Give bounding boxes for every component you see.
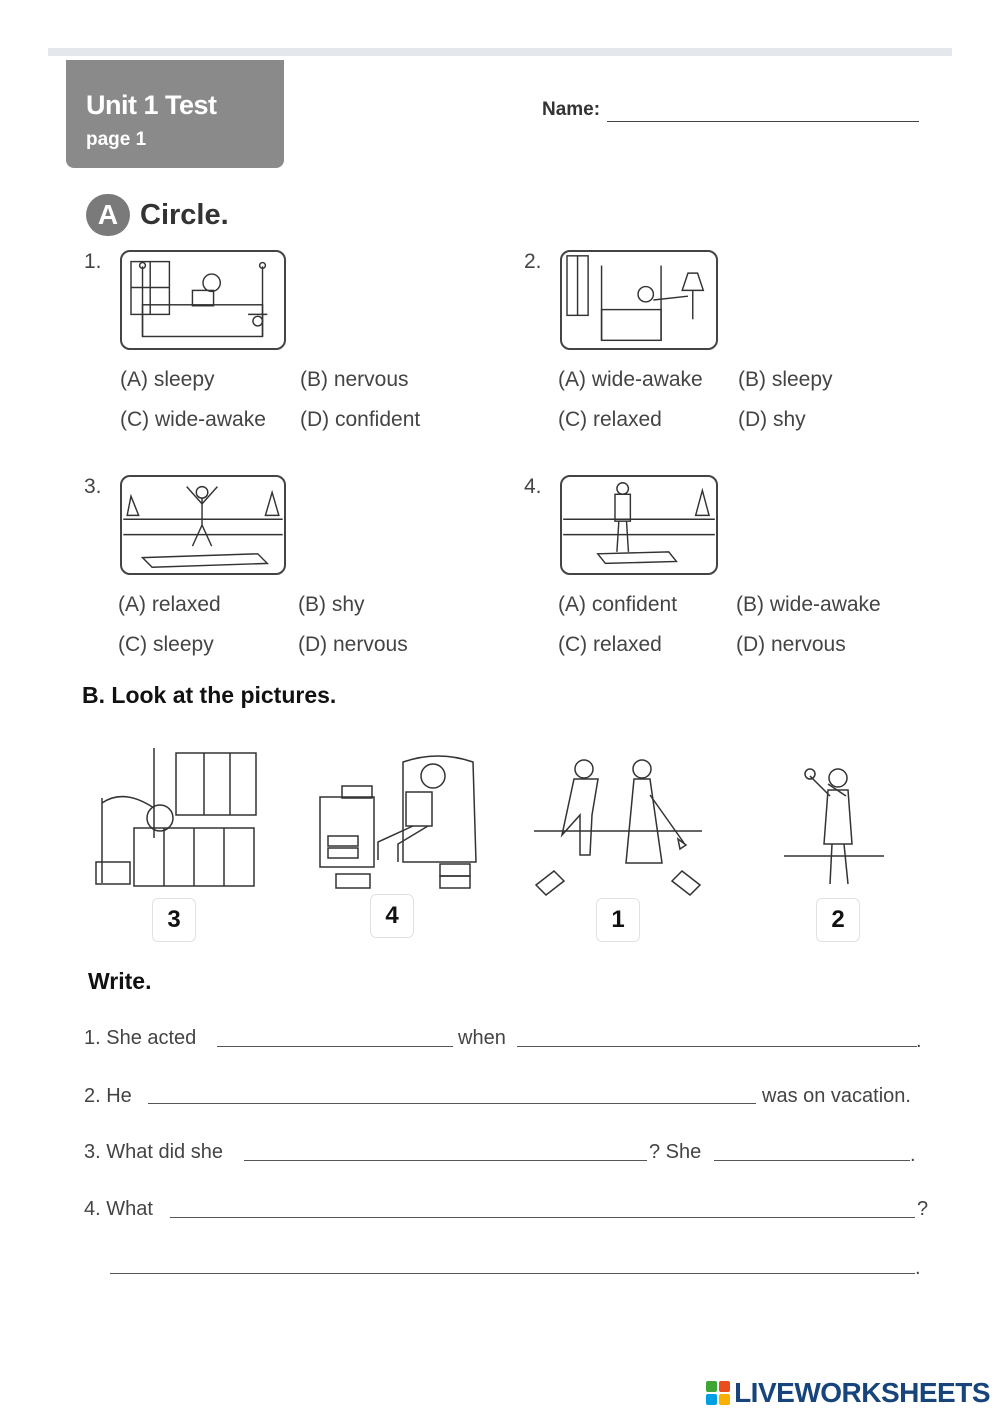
name-label: Name: <box>542 99 601 120</box>
logo-square-2 <box>719 1381 730 1392</box>
boy-jumping-on-stage-picture <box>120 475 286 575</box>
write-line-2-blank[interactable] <box>148 1103 756 1104</box>
answer-box-picture-4[interactable]: 2 <box>816 898 860 942</box>
section-b-title: B. Look at the pictures. <box>82 682 337 708</box>
test-title: Unit 1 Test <box>86 90 217 120</box>
section-a-title: Circle. <box>140 198 229 231</box>
children-acting-in-play-picture <box>534 755 702 901</box>
option-a[interactable]: (A) wide-awake <box>558 368 703 391</box>
logo-square-4 <box>719 1394 730 1405</box>
write-line-1-blank-1[interactable] <box>217 1046 453 1047</box>
test-header <box>66 60 284 168</box>
option-c[interactable]: (C) relaxed <box>558 633 662 656</box>
question-number: 3. <box>84 475 102 498</box>
question-2 <box>524 250 944 440</box>
page-top-border <box>48 48 952 56</box>
write-line-5-blank[interactable] <box>110 1273 915 1274</box>
name-input-line[interactable] <box>607 121 919 122</box>
option-c[interactable]: (C) sleepy <box>118 633 214 656</box>
option-d[interactable]: (D) nervous <box>736 633 846 656</box>
answer-box-picture-2[interactable]: 4 <box>370 894 414 938</box>
liveworksheets-brand-text: LIVEWORKSHEETS <box>734 1377 990 1408</box>
write-line-4-end: ? <box>917 1198 929 1220</box>
section-a-heading <box>86 194 229 236</box>
write-line-3-blank-2[interactable] <box>714 1160 910 1161</box>
write-line-4-blank[interactable] <box>170 1217 915 1218</box>
option-b[interactable]: (B) nervous <box>300 368 409 391</box>
question-number: 4. <box>524 475 542 498</box>
write-line-3-blank-1[interactable] <box>244 1160 647 1161</box>
section-a-badge: A <box>86 194 130 236</box>
write-line-4-start: 4. What <box>84 1198 153 1220</box>
option-b[interactable]: (B) sleepy <box>738 368 833 391</box>
option-b[interactable]: (B) wide-awake <box>736 593 881 616</box>
write-line-3-start: 3. What did she <box>84 1141 223 1163</box>
sleeping-child-picture <box>94 748 262 893</box>
option-c[interactable]: (C) wide-awake <box>120 408 266 431</box>
option-d[interactable]: (D) confident <box>300 408 421 431</box>
write-line-1-blank-2[interactable] <box>517 1046 917 1047</box>
answer-box-picture-3[interactable]: 1 <box>596 898 640 942</box>
logo-square-1 <box>706 1381 717 1392</box>
question-4 <box>524 475 944 665</box>
question-number: 1. <box>84 250 102 273</box>
write-line-1-end: . <box>916 1030 922 1052</box>
option-c[interactable]: (C) relaxed <box>558 408 662 431</box>
liveworksheets-watermark <box>706 1377 990 1409</box>
question-3 <box>84 475 484 665</box>
write-line-1-start: 1. She acted <box>84 1027 197 1049</box>
option-a[interactable]: (A) relaxed <box>118 593 221 616</box>
write-line-3-end: . <box>910 1144 916 1166</box>
logo-square-3 <box>706 1394 717 1405</box>
write-line-2-end: was on vacation. <box>762 1085 911 1107</box>
write-line-2-start: 2. He <box>84 1085 132 1107</box>
test-page-label: page 1 <box>86 129 147 150</box>
boy-on-stage-picture <box>784 764 884 890</box>
question-1 <box>84 250 484 440</box>
boy-reading-in-bed-picture <box>120 250 286 350</box>
question-number: 2. <box>524 250 542 273</box>
write-line-3-middle: ? She <box>649 1141 702 1163</box>
boy-standing-on-stage-picture <box>560 475 718 575</box>
girl-in-bed-picture <box>560 250 718 350</box>
liveworksheets-logo-icon <box>706 1381 730 1405</box>
option-a[interactable]: (A) sleepy <box>120 368 215 391</box>
answer-box-picture-1[interactable]: 3 <box>152 898 196 942</box>
option-b[interactable]: (B) shy <box>298 593 365 616</box>
write-line-5-end: . <box>915 1257 921 1279</box>
write-section-title: Write. <box>88 968 152 994</box>
option-d[interactable]: (D) nervous <box>298 633 408 656</box>
option-d[interactable]: (D) shy <box>738 408 806 431</box>
write-line-1-middle: when <box>458 1027 506 1049</box>
option-a[interactable]: (A) confident <box>558 593 678 616</box>
boy-reading-in-armchair-picture <box>318 752 483 894</box>
